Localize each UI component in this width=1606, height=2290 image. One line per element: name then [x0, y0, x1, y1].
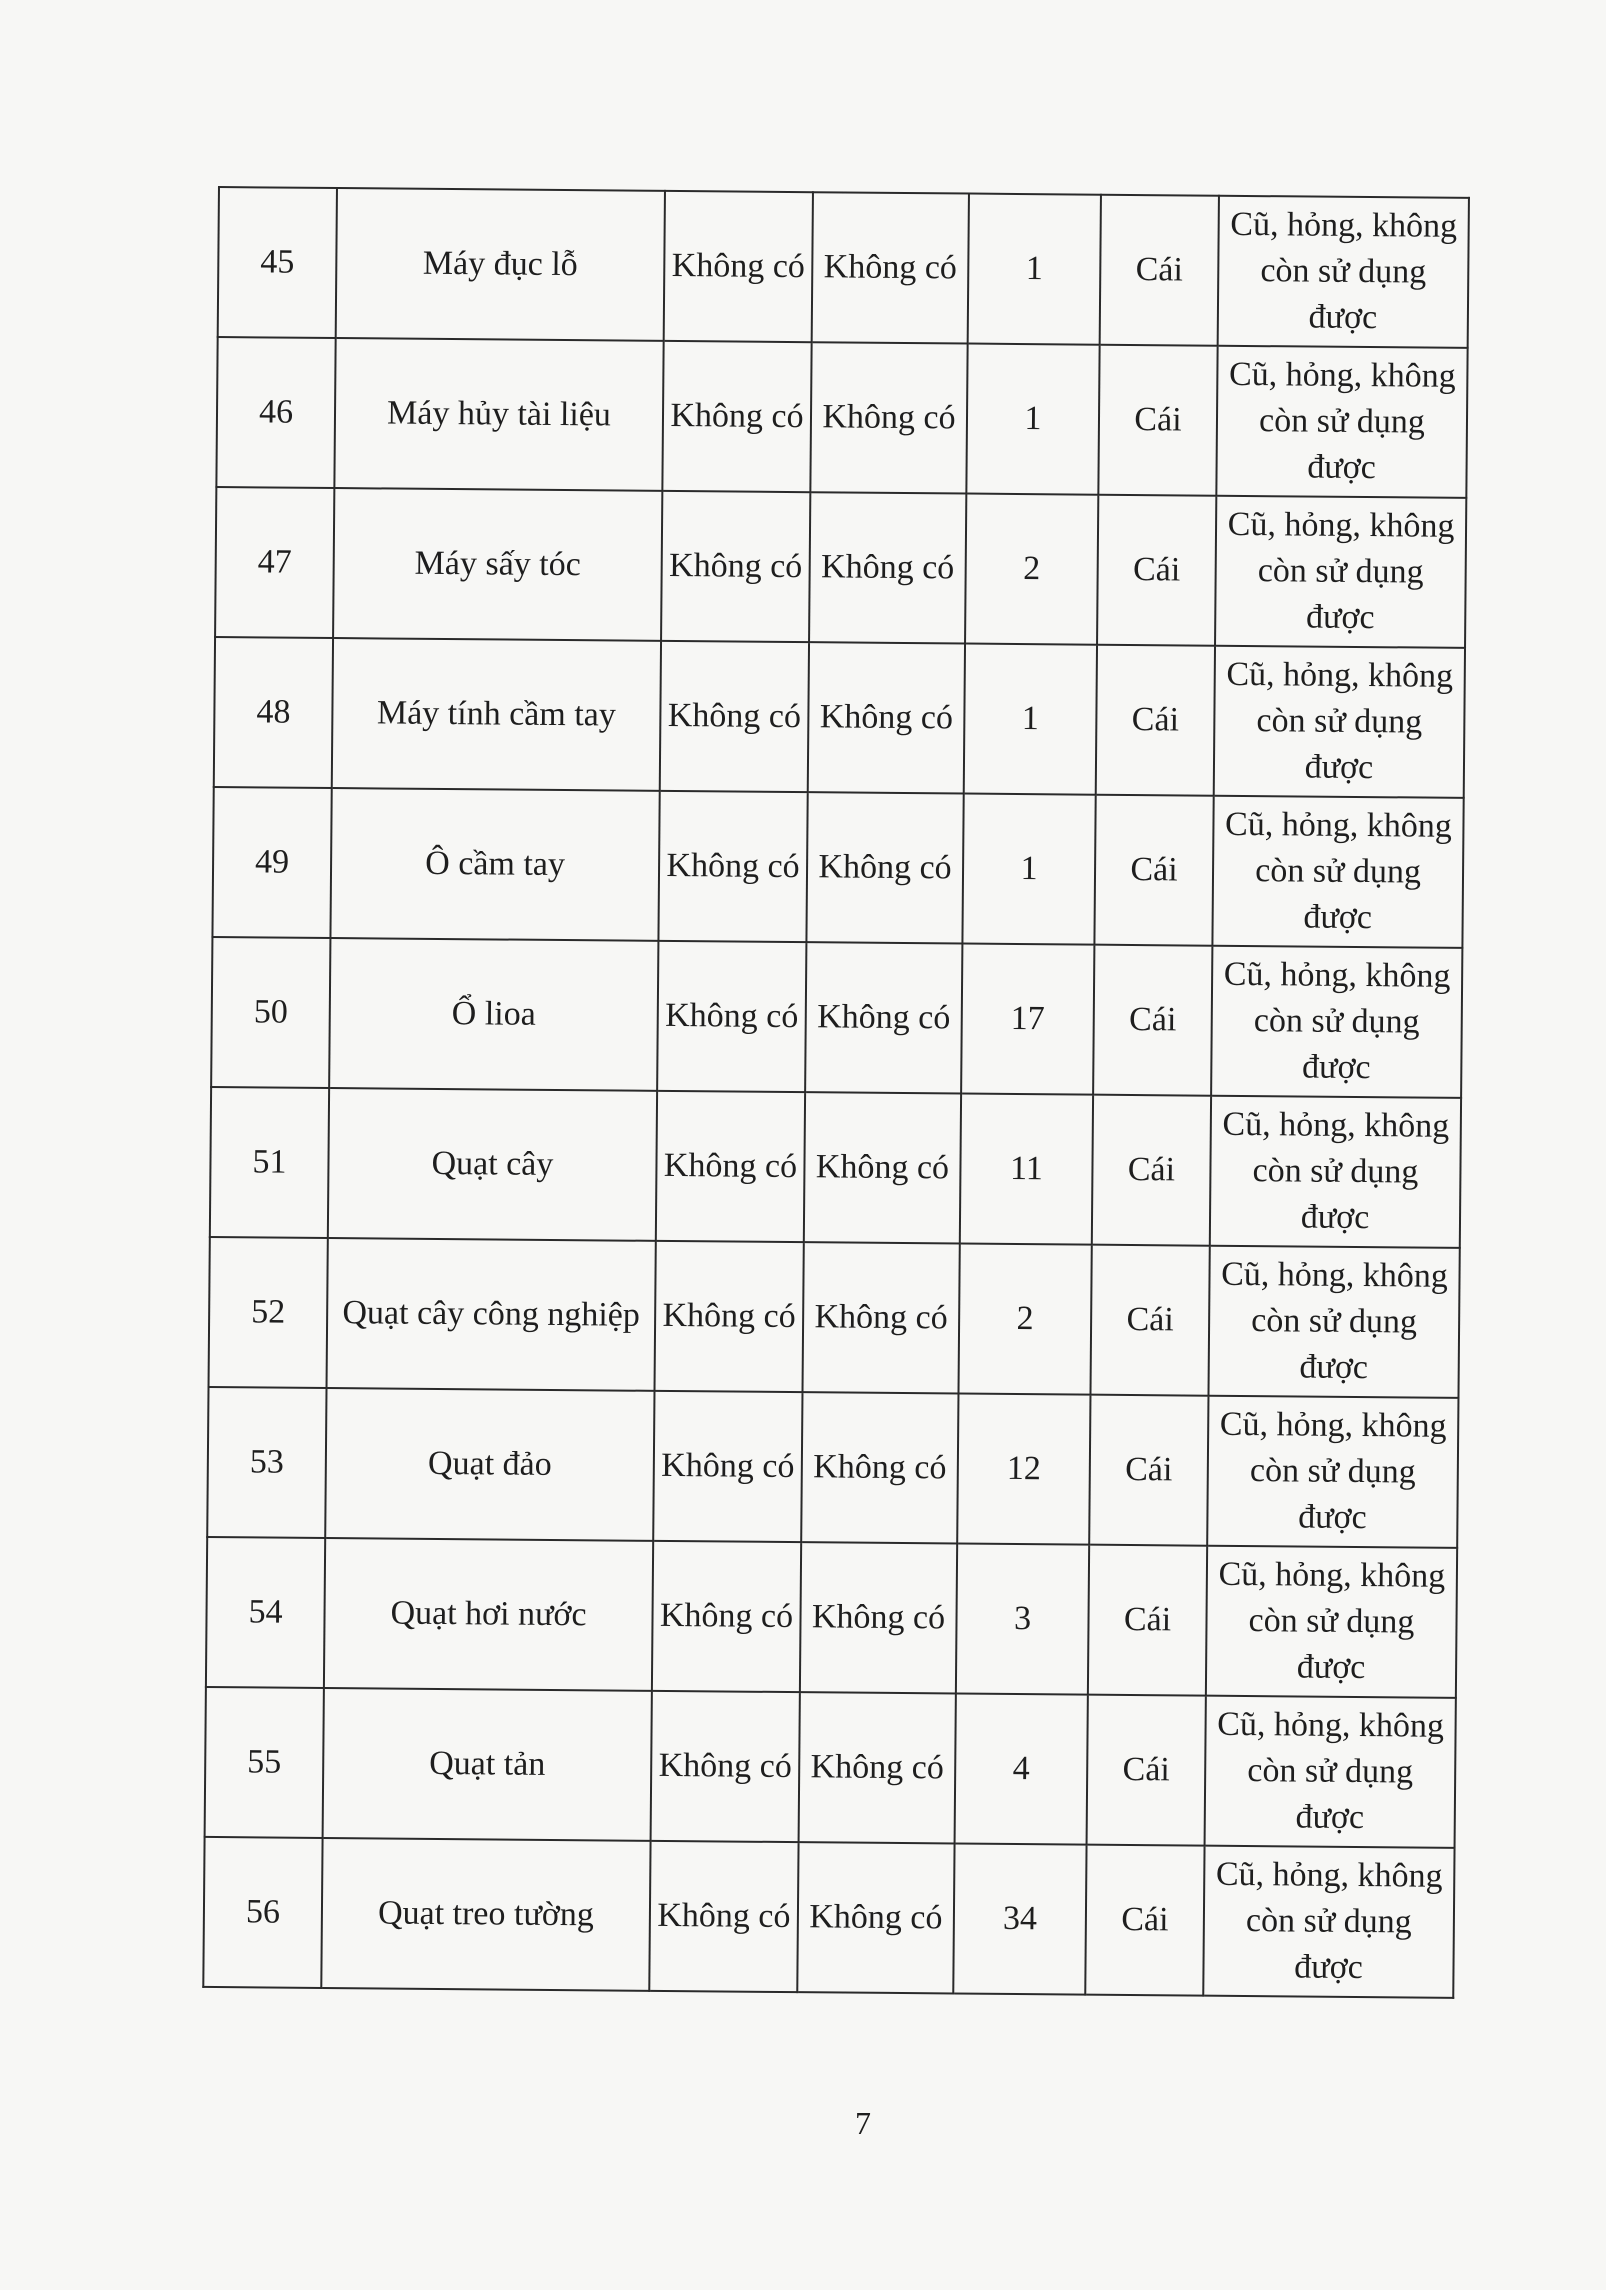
- table-row: [207, 1387, 1458, 1548]
- note-cell: Cũ, hỏng, không còn sử dụng được: [1210, 1096, 1461, 1248]
- row-number-cell: 46: [216, 337, 335, 488]
- quantity-cell: 3: [956, 1544, 1089, 1695]
- quantity-cell: 34: [953, 1843, 1086, 1994]
- note-cell: Cũ, hỏng, không còn sử dụng được: [1203, 1846, 1454, 1998]
- col-b-cell: Không có: [799, 1692, 956, 1843]
- table-row: [206, 1537, 1457, 1698]
- table-body: [203, 187, 1469, 1998]
- col-b-cell: Không có: [810, 342, 967, 493]
- col-a-cell: Không có: [651, 1691, 800, 1842]
- item-name-cell: Máy tính cầm tay: [332, 638, 661, 791]
- quantity-cell: 11: [960, 1094, 1093, 1245]
- note-cell: Cũ, hỏng, không còn sử dụng được: [1214, 646, 1465, 798]
- note-cell: Cũ, hỏng, không còn sử dụng được: [1215, 496, 1466, 648]
- quantity-cell: 1: [964, 644, 1097, 795]
- col-b-cell: Không có: [805, 942, 962, 1093]
- col-a-cell: Không có: [653, 1391, 802, 1542]
- item-name-cell: Máy đục lỗ: [336, 188, 665, 341]
- unit-cell: Cái: [1090, 1245, 1209, 1396]
- note-cell: Cũ, hỏng, không còn sử dụng được: [1212, 796, 1463, 948]
- quantity-cell: 12: [957, 1394, 1090, 1545]
- table-row: [215, 487, 1466, 648]
- quantity-cell: 1: [966, 344, 1099, 495]
- col-b-cell: Không có: [808, 642, 965, 793]
- col-a-cell: Không có: [657, 941, 806, 1092]
- table-row: [216, 337, 1467, 498]
- unit-cell: Cái: [1096, 645, 1215, 796]
- quantity-cell: 1: [962, 794, 1095, 945]
- quantity-cell: 17: [961, 944, 1094, 1095]
- unit-cell: Cái: [1097, 495, 1216, 646]
- table-row: [212, 787, 1463, 948]
- note-cell: Cũ, hỏng, không còn sử dụng được: [1207, 1396, 1458, 1548]
- quantity-cell: 4: [955, 1693, 1088, 1844]
- row-number-cell: 51: [210, 1087, 329, 1238]
- col-a-cell: Không có: [661, 491, 810, 642]
- item-name-cell: Quạt hơi nước: [324, 1538, 653, 1691]
- row-number-cell: 54: [206, 1537, 325, 1688]
- quantity-cell: 1: [968, 194, 1101, 345]
- table-row: [210, 1087, 1461, 1248]
- item-name-cell: Quạt đảo: [325, 1388, 654, 1541]
- table-row: [203, 1837, 1454, 1998]
- col-b-cell: Không có: [802, 1242, 959, 1393]
- item-name-cell: Ô cầm tay: [330, 788, 659, 941]
- col-a-cell: Không có: [655, 1241, 804, 1392]
- item-name-cell: Quạt cây công nghiệp: [327, 1238, 656, 1391]
- col-a-cell: Không có: [656, 1091, 805, 1242]
- unit-cell: Cái: [1094, 795, 1213, 946]
- row-number-cell: 47: [215, 487, 334, 638]
- col-a-cell: Không có: [652, 1541, 801, 1692]
- col-b-cell: Không có: [801, 1392, 958, 1543]
- row-number-cell: 53: [207, 1387, 326, 1538]
- col-b-cell: Không có: [812, 192, 969, 343]
- col-b-cell: Không có: [800, 1542, 957, 1693]
- item-name-cell: Máy sấy tóc: [333, 488, 662, 641]
- item-name-cell: Quạt treo tường: [321, 1838, 650, 1991]
- note-cell: Cũ, hỏng, không còn sử dụng được: [1216, 346, 1467, 498]
- col-b-cell: Không có: [804, 1092, 961, 1243]
- col-a-cell: Không có: [660, 641, 809, 792]
- unit-cell: Cái: [1087, 1695, 1206, 1846]
- row-number-cell: 52: [209, 1237, 328, 1388]
- row-number-cell: 48: [214, 637, 333, 788]
- table-row: [211, 937, 1462, 1098]
- col-a-cell: Không có: [662, 341, 811, 492]
- table-row: [218, 187, 1469, 348]
- note-cell: Cũ, hỏng, không còn sử dụng được: [1206, 1546, 1457, 1698]
- item-name-cell: Ổ lioa: [329, 938, 658, 1091]
- unit-cell: Cái: [1093, 945, 1212, 1096]
- row-number-cell: 50: [211, 937, 330, 1088]
- row-number-cell: 49: [212, 787, 331, 938]
- unit-cell: Cái: [1089, 1395, 1208, 1546]
- col-b-cell: Không có: [809, 492, 966, 643]
- item-name-cell: Máy hủy tài liệu: [334, 338, 663, 491]
- table-row: [205, 1687, 1456, 1848]
- table-row: [214, 637, 1465, 798]
- asset-table: [202, 186, 1470, 1999]
- col-b-cell: Không có: [797, 1842, 954, 1993]
- unit-cell: Cái: [1098, 345, 1217, 496]
- unit-cell: Cái: [1100, 195, 1219, 346]
- unit-cell: Cái: [1085, 1845, 1204, 1996]
- row-number-cell: 56: [203, 1837, 322, 1988]
- note-cell: Cũ, hỏng, không còn sử dụng được: [1211, 946, 1462, 1098]
- unit-cell: Cái: [1088, 1545, 1207, 1696]
- note-cell: Cũ, hỏng, không còn sử dụng được: [1218, 196, 1469, 348]
- row-number-cell: 45: [218, 187, 337, 338]
- table-row: [209, 1237, 1460, 1398]
- note-cell: Cũ, hỏng, không còn sử dụng được: [1205, 1696, 1456, 1848]
- page-number: 7: [855, 2105, 871, 2141]
- col-a-cell: Không có: [649, 1841, 798, 1992]
- quantity-cell: 2: [965, 494, 1098, 645]
- item-name-cell: Quạt tản: [323, 1688, 652, 1841]
- col-b-cell: Không có: [806, 792, 963, 943]
- quantity-cell: 2: [958, 1244, 1091, 1395]
- unit-cell: Cái: [1092, 1095, 1211, 1246]
- row-number-cell: 55: [205, 1687, 324, 1838]
- col-a-cell: Không có: [664, 191, 813, 342]
- note-cell: Cũ, hỏng, không còn sử dụng được: [1208, 1246, 1459, 1398]
- item-name-cell: Quạt cây: [328, 1088, 657, 1241]
- col-a-cell: Không có: [658, 791, 807, 942]
